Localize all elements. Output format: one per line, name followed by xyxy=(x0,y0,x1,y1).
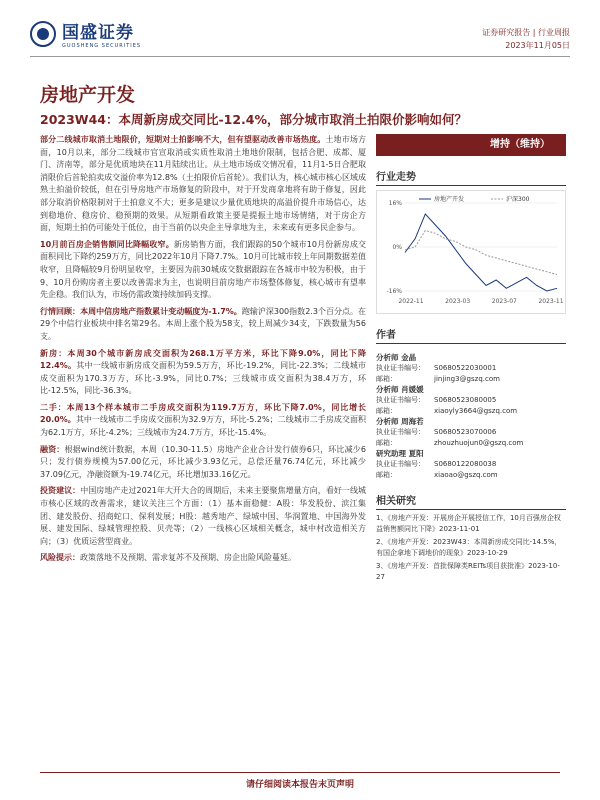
footer-disclaimer[interactable]: 请仔细阅读本报告末页声明 xyxy=(245,780,354,790)
author-list xyxy=(376,352,566,480)
chart-legend-label: 沪深300 xyxy=(506,196,530,203)
paragraph-text: 中国房地产走过2021年大开大合的周期后，未来主要聚焦增量方向，看好一线城市核心区域的改善需求，建议关注三个方面：（1）基本面稳健：A股：华发股份、滨江集团、建发股份、招商蛇口、保利发展；H股：越秀地产、绿城中国、华润置地、中国海外发展、建发国际、绿城管理控股、贝壳等；（2）一线核心区域相关概念，城中村改造相关方向；（3）优质运营型商业。 xyxy=(40,486,366,546)
paragraph-lead: 10月前百房企销售额同比降幅收窄。 xyxy=(40,239,174,249)
body-paragraph xyxy=(40,402,366,440)
author-cert: 执业证书编号： S0680522030001 xyxy=(376,364,497,372)
body-paragraph xyxy=(40,444,366,482)
paragraph-lead: 风险提示： xyxy=(40,553,80,563)
chart-x-tick: 2023-07 xyxy=(491,298,517,305)
paragraph-text: 政策落地不及预期、需求复苏不及预期、房企出险风险蔓延。 xyxy=(80,553,296,563)
paragraph-text: 根据wind统计数据，本周（10.30-11.5）房地产企业合计发行债券6只，环比减少6只；发行债券规模为57.00亿元，环比减少3.93亿元，总偿还量76.74亿元，环比减少37.09亿元，净融资额为-19.74亿元，环比增加33.16亿元。 xyxy=(40,444,366,479)
body-paragraph xyxy=(40,348,366,398)
author-name: 研究助理 夏阳 xyxy=(376,449,424,458)
author-title: 作者 xyxy=(376,324,566,344)
brand-logo xyxy=(30,18,141,49)
author-cert: 执业证书编号： S0680523080005 xyxy=(376,396,497,404)
author-cert: 执业证书编号： S0680523070006 xyxy=(376,428,497,436)
paragraph-lead: 投资建议： xyxy=(40,486,81,496)
related-title: 相关研究 xyxy=(376,490,566,510)
author-cert: 执业证书编号： S0680122080038 xyxy=(376,460,497,468)
brand-name: 国盛证券 xyxy=(62,23,134,43)
performance-chart xyxy=(376,190,566,314)
chart-x-tick: 2023-11 xyxy=(538,298,564,305)
paragraph-lead: 新房：本周30个城市新房成交面积为268.1万平方米，环比下降9.0%，同比下降12.4%。 xyxy=(40,348,366,371)
author-name: 分析师 肖媛媛 xyxy=(376,385,424,394)
author-name: 分析师 周海若 xyxy=(376,417,424,426)
paragraph-text: 新房销售方面，我们跟踪的50个城市10月份新房成交面积同比下降约259万方，同比2022年10月下降7.7%。10月可比城市较上年同期数据差值收窄，且降幅较9月份明显收窄，主要因为前30城成交数据跟踪在各城市中较为积极，由于9、10月份购房者主要以改善需求为主，也说明目前房地产市场整体修复，核心城市有望率先企稳。我们认为，市场仍需政策持续加码支撑。 xyxy=(40,239,366,300)
sector-title: 房地产开发 xyxy=(40,84,136,106)
paragraph-text: 其中一线城市新房成交面积为59.5万方，环比-19.2%，同比-22.3%；二线城市成交面积为170.3万方，环比-3.9%，同比0.7%；三线城市成交面积为38.4万方，环比-12.5%，同比-36.3%。 xyxy=(40,361,366,396)
sidebar xyxy=(376,134,566,582)
paragraph-lead: 融资： xyxy=(40,444,65,454)
chart-series-line xyxy=(405,231,557,275)
paragraph-lead: 二手：本周13个样本城市二手房成交面积为119.7万方，环比下降7.0%，同比增长20.0%。 xyxy=(40,402,366,425)
paragraph-lead: 行情回顾：本周中信房地产指数累计变动幅度为-1.7%。 xyxy=(40,306,242,316)
body-paragraph xyxy=(40,239,366,302)
report-date: 2023年11月05日 xyxy=(505,41,570,50)
footer-divider xyxy=(40,772,560,773)
report-header xyxy=(0,0,600,58)
chart-x-tick: 2023-03 xyxy=(445,298,471,305)
rating-badge: 增持（维持） xyxy=(376,134,566,156)
brand-name-en: GUOSHENG SECURITIES xyxy=(62,43,142,49)
chart-y-tick: 0% xyxy=(392,244,402,251)
related-list xyxy=(376,513,566,582)
chart-legend-label: 房地产开发 xyxy=(434,196,465,203)
paragraph-text: 土地市场方面，10月以来，部分二线城市官宣取消或实质性取消土地地价限制，包括合肥、成都、厦门、济南等，部分是优质地块在11月陆续出让。从土地市场成交情况看，11月1-5日合肥取消限价后首轮拍卖成交溢价率为12.8%（土拍限价后首轮）。我们认为，核心城市核心区域成熟土拍溢价较低，但在引导房地产市场修复的阶段中，对于开发商拿地将有助于修复，因此部分取消价格限制对于土拍意义不大；更多是建议少量优质地块的高溢价提升市场信心，达到稳地价、稳房价、稳预期的效果。从短期看政策主要是提振土地市场情绪，对于房企方面，短期土拍仍可能处于低位，由于当前仍以央企主导拿地为主，未来或有更多民企参与。 xyxy=(40,135,367,233)
body-paragraph xyxy=(40,134,366,235)
chart-y-tick: -16% xyxy=(386,288,402,295)
body-paragraph xyxy=(40,552,366,565)
author-email[interactable]: 邮箱： xiaoao@gszq.com xyxy=(376,470,498,479)
chart-svg xyxy=(377,191,565,313)
body-paragraph xyxy=(40,306,366,344)
perf-title: 行业走势 xyxy=(376,166,566,186)
report-title: 2023W44：本周新房成交同比-12.4%，部分城市取消土拍限价影响如何？ xyxy=(40,112,468,127)
chart-y-tick: 16% xyxy=(388,200,402,207)
doc-type: 证券研究报告 | 行业周报 xyxy=(482,28,570,37)
paragraph-text: 跑输沪深300指数2.3个百分点。在29个中信行业板块中排名第29名。本周上涨个股为58支，较上周减少34支，下跌数量为56支。 xyxy=(40,306,366,341)
body-paragraph xyxy=(40,485,366,548)
chart-x-tick: 2022-11 xyxy=(398,298,424,305)
related-item[interactable]: 1、《房地产开发：开展房企开展授信工作，10月百强房企权益销售额同比下降》2023-11-01 xyxy=(376,514,561,533)
chart-series-line xyxy=(405,214,557,291)
author-name: 分析师 金晶 xyxy=(376,353,417,362)
author-email[interactable]: 邮箱： jinjing3@gszq.com xyxy=(376,374,500,383)
paragraph-text: 其中一线城市二手房成交面积为32.9万方，环比-5.2%；二线城市二手房成交面积为62.1万方，环比-4.2%；三线城市为24.7万方，环比-15.4%。 xyxy=(40,415,366,438)
report-body xyxy=(40,134,366,569)
related-item[interactable]: 2、《房地产开发：2023W43：本周新房成交同比-14.5%，有国企拿地下调地价的现象》2023-10-29 xyxy=(376,538,562,557)
brand-logo-icon xyxy=(30,21,56,47)
paragraph-lead: 部分二线城市取消土地限价，短期对土拍影响不大，但有望驱动改善市场热度。 xyxy=(40,135,326,144)
author-email[interactable]: 邮箱： xiaoyly3664@gszq.com xyxy=(376,406,518,415)
header-divider xyxy=(30,56,570,57)
related-item[interactable]: 3、《房地产开发：首批保障类REITs项目获批准》2023-10-27 xyxy=(376,562,560,581)
author-email[interactable]: 邮箱： zhouzhuojun0@gszq.com xyxy=(376,438,524,447)
